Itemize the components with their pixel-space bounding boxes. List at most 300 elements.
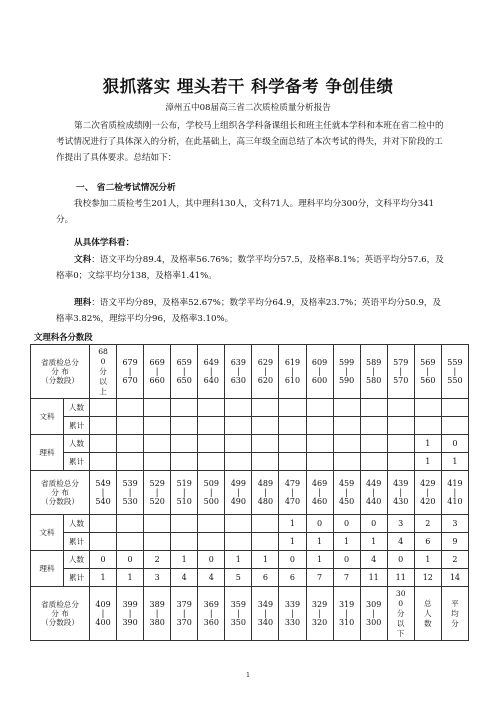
- score-range-header: [414, 345, 441, 399]
- cumulative-cell: 1: [333, 533, 360, 551]
- table-row: [31, 515, 469, 533]
- score-range-header: [90, 587, 117, 641]
- range-separator: |: [426, 367, 430, 376]
- range-high: 399: [122, 600, 138, 609]
- range-low: 560: [420, 376, 436, 385]
- count-cell: [333, 435, 360, 453]
- range-separator: |: [128, 609, 132, 618]
- row-type-label: 累计: [64, 453, 90, 471]
- range-high: 679: [122, 358, 138, 367]
- range-separator: |: [264, 609, 267, 618]
- range-low: 600: [311, 376, 328, 385]
- count-cell: [198, 435, 225, 453]
- table-row: [31, 533, 469, 551]
- count-cell: 1: [225, 551, 252, 569]
- score-range-header: [306, 471, 333, 515]
- cumulative-cell: [252, 453, 279, 471]
- range-separator: |: [291, 609, 294, 618]
- cumulative-cell: [90, 453, 117, 471]
- range-low: 330: [284, 618, 301, 627]
- range-low: 420: [420, 497, 436, 506]
- total-header-text: 总人数: [423, 598, 432, 628]
- cumulative-cell: [333, 417, 360, 435]
- header-label-line: 省质检总分: [41, 358, 79, 367]
- range-separator: |: [128, 488, 132, 497]
- score-range-header: [387, 345, 414, 399]
- cumulative-cell: 1: [360, 533, 387, 551]
- range-low: 650: [176, 376, 192, 385]
- score-range-header: [198, 345, 225, 399]
- score-range-header: [279, 587, 306, 641]
- cumulative-cell: [414, 417, 441, 435]
- count-cell: [387, 435, 414, 453]
- range-separator: |: [345, 367, 348, 376]
- range-low: 570: [393, 376, 409, 385]
- below-range-header-text: 300分以下: [395, 588, 406, 638]
- range-separator: |: [155, 609, 159, 618]
- range-separator: |: [291, 488, 294, 497]
- below-range-header: [387, 587, 414, 641]
- range-low: 440: [366, 497, 382, 506]
- count-cell: 2: [414, 515, 441, 533]
- count-cell: [171, 515, 198, 533]
- count-cell: [117, 515, 144, 533]
- range-high: 559: [447, 358, 463, 367]
- count-cell: [360, 435, 387, 453]
- range-low: 360: [203, 618, 219, 627]
- range-low: 480: [257, 497, 274, 506]
- table-header-row: [31, 345, 469, 399]
- like-text: ：语文平均分89，及格率52.67%；数学平均分64.9，及格率23.7%；英语平均分50.9，及格率3.82%，理综平均分96，及格率3.10%。: [56, 298, 442, 324]
- range-separator: |: [101, 488, 105, 497]
- count-cell: 1: [171, 551, 198, 569]
- cumulative-cell: 1: [306, 533, 333, 551]
- cumulative-cell: [225, 417, 252, 435]
- cumulative-cell: [441, 417, 468, 435]
- range-high: 639: [230, 358, 246, 367]
- cumulative-cell: [144, 417, 171, 435]
- range-separator: |: [155, 367, 159, 376]
- count-cell: 3: [441, 515, 468, 533]
- count-cell: [360, 399, 387, 417]
- count-cell: 0: [117, 551, 144, 569]
- header-label-line: 分 布: [51, 609, 69, 618]
- count-cell: 1: [414, 435, 441, 453]
- section-body: 我校参加二质检考生201人，其中理科130人，文科71人。理科平均分300分，文科平均分341分。: [56, 199, 435, 225]
- cumulative-cell: [387, 453, 414, 471]
- range-low: 390: [122, 618, 138, 627]
- cumulative-cell: 12: [414, 569, 441, 587]
- range-high: 549: [95, 479, 111, 488]
- range-separator: |: [453, 367, 457, 376]
- row-type-label: 人数: [64, 551, 90, 569]
- range-separator: |: [372, 609, 375, 618]
- range-separator: |: [182, 609, 186, 618]
- top-range-header: [90, 345, 117, 399]
- range-high: 479: [284, 479, 301, 488]
- range-high: 599: [338, 358, 355, 367]
- header-label-line: （分数段）: [41, 497, 79, 506]
- cumulative-cell: 6: [279, 569, 306, 587]
- count-cell: [225, 399, 252, 417]
- cumulative-cell: [333, 453, 360, 471]
- header-label-line: 分 布: [51, 367, 69, 376]
- header-label-line: （分数段）: [41, 376, 79, 385]
- range-high: 509: [203, 479, 219, 488]
- range-separator: |: [345, 609, 348, 618]
- range-low: 400: [95, 618, 111, 627]
- count-cell: 2: [144, 551, 171, 569]
- range-low: 340: [257, 618, 274, 627]
- count-cell: 0: [333, 515, 360, 533]
- count-cell: 2: [441, 551, 468, 569]
- cumulative-cell: [171, 417, 198, 435]
- count-cell: [306, 399, 333, 417]
- table-row: [31, 435, 469, 453]
- cumulative-cell: [171, 453, 198, 471]
- score-range-header: [414, 471, 441, 515]
- score-range-header: [117, 471, 144, 515]
- score-range-header: [225, 471, 252, 515]
- row-group-label: 文科: [31, 515, 64, 551]
- score-range-header: [117, 587, 144, 641]
- score-distribution-table: [30, 344, 469, 641]
- range-high: 649: [203, 358, 219, 367]
- cumulative-cell: [225, 453, 252, 471]
- range-high: 619: [284, 358, 301, 367]
- range-high: 659: [176, 358, 192, 367]
- cumulative-cell: [117, 417, 144, 435]
- cumulative-cell: 1: [414, 453, 441, 471]
- range-high: 529: [149, 479, 165, 488]
- count-cell: [225, 515, 252, 533]
- range-separator: |: [318, 609, 321, 618]
- range-low: 630: [230, 376, 246, 385]
- score-range-header: [198, 587, 225, 641]
- cumulative-cell: 11: [360, 569, 387, 587]
- row-type-label: 累计: [64, 533, 90, 551]
- count-cell: [90, 435, 117, 453]
- score-range-header: [441, 345, 468, 399]
- score-range-header: [360, 345, 387, 399]
- score-range-header: [306, 587, 333, 641]
- range-separator: |: [209, 488, 213, 497]
- range-low: 550: [447, 376, 463, 385]
- header-label-line: 省质检总分: [41, 600, 79, 609]
- score-range-header: [333, 471, 360, 515]
- range-high: 319: [338, 600, 355, 609]
- cumulative-cell: [144, 453, 171, 471]
- score-range-header: [225, 345, 252, 399]
- range-high: 589: [366, 358, 382, 367]
- range-high: 669: [149, 358, 165, 367]
- average-header-text: 平均分: [451, 598, 459, 628]
- score-range-header: [279, 345, 306, 399]
- range-separator: |: [399, 488, 403, 497]
- count-cell: [144, 435, 171, 453]
- count-cell: 3: [387, 515, 414, 533]
- score-range-header: [252, 587, 279, 641]
- score-range-header: [360, 471, 387, 515]
- row-type-label: 人数: [64, 435, 90, 453]
- range-low: 530: [122, 497, 138, 506]
- range-high: 409: [95, 600, 111, 609]
- range-high: 339: [284, 600, 301, 609]
- range-separator: |: [101, 609, 105, 618]
- count-cell: [225, 435, 252, 453]
- table-row: [31, 551, 469, 569]
- row-type-label: 累计: [64, 569, 90, 587]
- count-cell: [117, 399, 144, 417]
- count-cell: 0: [360, 515, 387, 533]
- count-cell: [171, 435, 198, 453]
- count-cell: [333, 399, 360, 417]
- table-row: [31, 399, 469, 417]
- count-cell: [198, 399, 225, 417]
- score-range-header: [333, 345, 360, 399]
- range-separator: |: [372, 488, 375, 497]
- range-low: 640: [203, 376, 219, 385]
- cumulative-cell: 3: [144, 569, 171, 587]
- table-row: [31, 569, 469, 587]
- document-subtitle: 漳州五中08届高三省二次质检质量分析报告: [165, 103, 331, 113]
- count-cell: [279, 435, 306, 453]
- cumulative-cell: [198, 453, 225, 471]
- table-row: [31, 453, 469, 471]
- range-high: 309: [366, 600, 382, 609]
- cumulative-cell: [90, 533, 117, 551]
- cumulative-cell: 4: [171, 569, 198, 587]
- range-high: 369: [203, 600, 219, 609]
- range-high: 379: [176, 600, 192, 609]
- range-high: 499: [230, 479, 246, 488]
- section-heading: 一、 省二检考试情况分析: [76, 183, 176, 193]
- wenke-text: ：语文平均分89.4，及格率56.76%；数学平均分57.5，及格率8.1%；英语平均分57.6，及格率0；文综平均分138，及格率1.41%。: [56, 255, 444, 281]
- score-range-header: [144, 345, 171, 399]
- cumulative-cell: [225, 533, 252, 551]
- cumulative-cell: 1: [441, 453, 468, 471]
- table-row: [31, 417, 469, 435]
- cumulative-cell: [306, 453, 333, 471]
- count-cell: [279, 399, 306, 417]
- range-separator: |: [182, 367, 186, 376]
- count-cell: [252, 515, 279, 533]
- header-label-cell: [31, 587, 90, 641]
- count-cell: [117, 435, 144, 453]
- row-group-label: 文科: [31, 399, 64, 435]
- count-cell: 1: [252, 551, 279, 569]
- count-cell: [441, 399, 468, 417]
- cumulative-cell: 1: [117, 569, 144, 587]
- count-cell: 0: [387, 551, 414, 569]
- range-low: 310: [338, 618, 355, 627]
- range-separator: |: [182, 488, 186, 497]
- range-high: 539: [122, 479, 138, 488]
- score-range-header: [252, 345, 279, 399]
- score-range-header: [279, 471, 306, 515]
- range-low: 380: [149, 618, 165, 627]
- range-low: 450: [338, 497, 355, 506]
- score-range-header: [387, 471, 414, 515]
- score-range-header: [171, 471, 198, 515]
- range-low: 320: [311, 618, 328, 627]
- range-low: 520: [149, 497, 165, 506]
- header-label-line: （分数段）: [41, 618, 79, 627]
- score-range-header: [198, 471, 225, 515]
- intro-paragraph: 第二次省质检成绩刚一公布，学校马上组织各学科备课组长和班主任就本学科和本班在省二检中的考试情况进行了具体深入的分析，在此基础上，高三年级全面总结了本次考试的得失，并对下阶段的工作提出了具体要求。总结如下：: [56, 121, 444, 163]
- range-high: 359: [230, 600, 246, 609]
- cumulative-cell: [387, 417, 414, 435]
- count-cell: [252, 435, 279, 453]
- range-separator: |: [426, 488, 430, 497]
- range-low: 610: [284, 376, 301, 385]
- like-label: 理科: [74, 298, 92, 308]
- range-low: 540: [95, 497, 111, 506]
- range-high: 389: [149, 600, 165, 609]
- cumulative-cell: 1: [279, 533, 306, 551]
- cumulative-cell: 9: [441, 533, 468, 551]
- range-low: 460: [311, 497, 328, 506]
- count-cell: [144, 515, 171, 533]
- range-high: 609: [311, 358, 328, 367]
- range-low: 470: [284, 497, 301, 506]
- range-separator: |: [372, 367, 375, 376]
- cumulative-cell: [360, 417, 387, 435]
- range-low: 590: [338, 376, 355, 385]
- row-type-label: 人数: [64, 515, 90, 533]
- range-high: 419: [447, 479, 463, 488]
- cumulative-cell: 6: [252, 569, 279, 587]
- range-low: 500: [203, 497, 219, 506]
- score-range-header: [144, 587, 171, 641]
- cumulative-cell: [198, 533, 225, 551]
- count-cell: [252, 399, 279, 417]
- range-high: 569: [420, 358, 436, 367]
- range-low: 660: [149, 376, 165, 385]
- range-separator: |: [209, 609, 213, 618]
- count-cell: 0: [279, 551, 306, 569]
- cumulative-cell: [252, 533, 279, 551]
- cumulative-cell: [117, 453, 144, 471]
- score-range-header: [117, 345, 144, 399]
- range-high: 429: [420, 479, 436, 488]
- range-separator: |: [318, 367, 321, 376]
- range-high: 449: [366, 479, 382, 488]
- score-range-header: [252, 471, 279, 515]
- range-low: 580: [366, 376, 382, 385]
- range-low: 430: [393, 497, 409, 506]
- range-separator: |: [264, 367, 267, 376]
- range-high: 439: [393, 479, 409, 488]
- range-separator: |: [399, 367, 403, 376]
- count-cell: 4: [360, 551, 387, 569]
- range-high: 489: [257, 479, 274, 488]
- score-range-header: [225, 587, 252, 641]
- range-separator: |: [236, 609, 240, 618]
- table-caption: 文理科各分数段: [34, 332, 93, 342]
- cumulative-cell: 7: [333, 569, 360, 587]
- score-range-header: [90, 471, 117, 515]
- cumulative-cell: [252, 417, 279, 435]
- range-separator: |: [236, 488, 240, 497]
- score-range-header: [360, 587, 387, 641]
- range-low: 300: [366, 618, 382, 627]
- row-type-label: 累计: [64, 417, 90, 435]
- wenke-label: 文科: [74, 255, 92, 265]
- cumulative-cell: [144, 533, 171, 551]
- cumulative-cell: [306, 417, 333, 435]
- count-cell: 0: [90, 551, 117, 569]
- range-separator: |: [155, 488, 159, 497]
- cumulative-cell: 4: [387, 533, 414, 551]
- cumulative-cell: 11: [387, 569, 414, 587]
- count-cell: [198, 515, 225, 533]
- score-range-header: [171, 587, 198, 641]
- range-low: 370: [176, 618, 192, 627]
- header-label-cell: [31, 345, 90, 399]
- range-separator: |: [264, 488, 267, 497]
- range-high: 349: [257, 600, 274, 609]
- range-separator: |: [209, 367, 213, 376]
- range-high: 579: [393, 358, 409, 367]
- subject-subheading: 从具体学科看：: [74, 238, 135, 248]
- table-header-row: [31, 471, 469, 515]
- range-separator: |: [128, 367, 132, 376]
- wenke-paragraph: [56, 253, 446, 285]
- range-high: 459: [338, 479, 355, 488]
- cumulative-cell: 6: [414, 533, 441, 551]
- header-label-cell: [31, 471, 90, 515]
- range-low: 620: [257, 376, 274, 385]
- count-cell: [414, 399, 441, 417]
- score-range-header: [333, 587, 360, 641]
- header-label-line: 分 布: [51, 488, 69, 497]
- count-cell: 0: [306, 515, 333, 533]
- total-header: [414, 587, 441, 641]
- cumulative-cell: [171, 533, 198, 551]
- count-cell: 0: [333, 551, 360, 569]
- score-range-header: [144, 471, 171, 515]
- row-group-label: 理科: [31, 435, 64, 471]
- top-range-header-text: 680分以上: [98, 346, 108, 396]
- row-type-label: 人数: [64, 399, 90, 417]
- count-cell: [387, 399, 414, 417]
- count-cell: 0: [198, 551, 225, 569]
- score-range-header: [171, 345, 198, 399]
- document-title: 狠抓落实 埋头若干 科学备考 争创佳绩: [102, 77, 394, 96]
- cumulative-cell: [279, 417, 306, 435]
- cumulative-cell: [360, 453, 387, 471]
- average-header: [441, 587, 468, 641]
- count-cell: 0: [441, 435, 468, 453]
- count-cell: 1: [306, 551, 333, 569]
- page-number: 1: [246, 672, 250, 679]
- range-separator: |: [345, 488, 348, 497]
- header-label-line: 省质检总分: [41, 479, 79, 488]
- cumulative-cell: [279, 453, 306, 471]
- count-cell: [171, 399, 198, 417]
- score-range-header: [306, 345, 333, 399]
- range-separator: |: [318, 488, 321, 497]
- range-low: 510: [176, 497, 192, 506]
- range-separator: |: [291, 367, 294, 376]
- range-low: 410: [447, 497, 463, 506]
- cumulative-cell: 1: [90, 569, 117, 587]
- score-range-header: [441, 471, 468, 515]
- table-header-row: [31, 587, 469, 641]
- range-low: 670: [122, 376, 138, 385]
- range-separator: |: [453, 488, 457, 497]
